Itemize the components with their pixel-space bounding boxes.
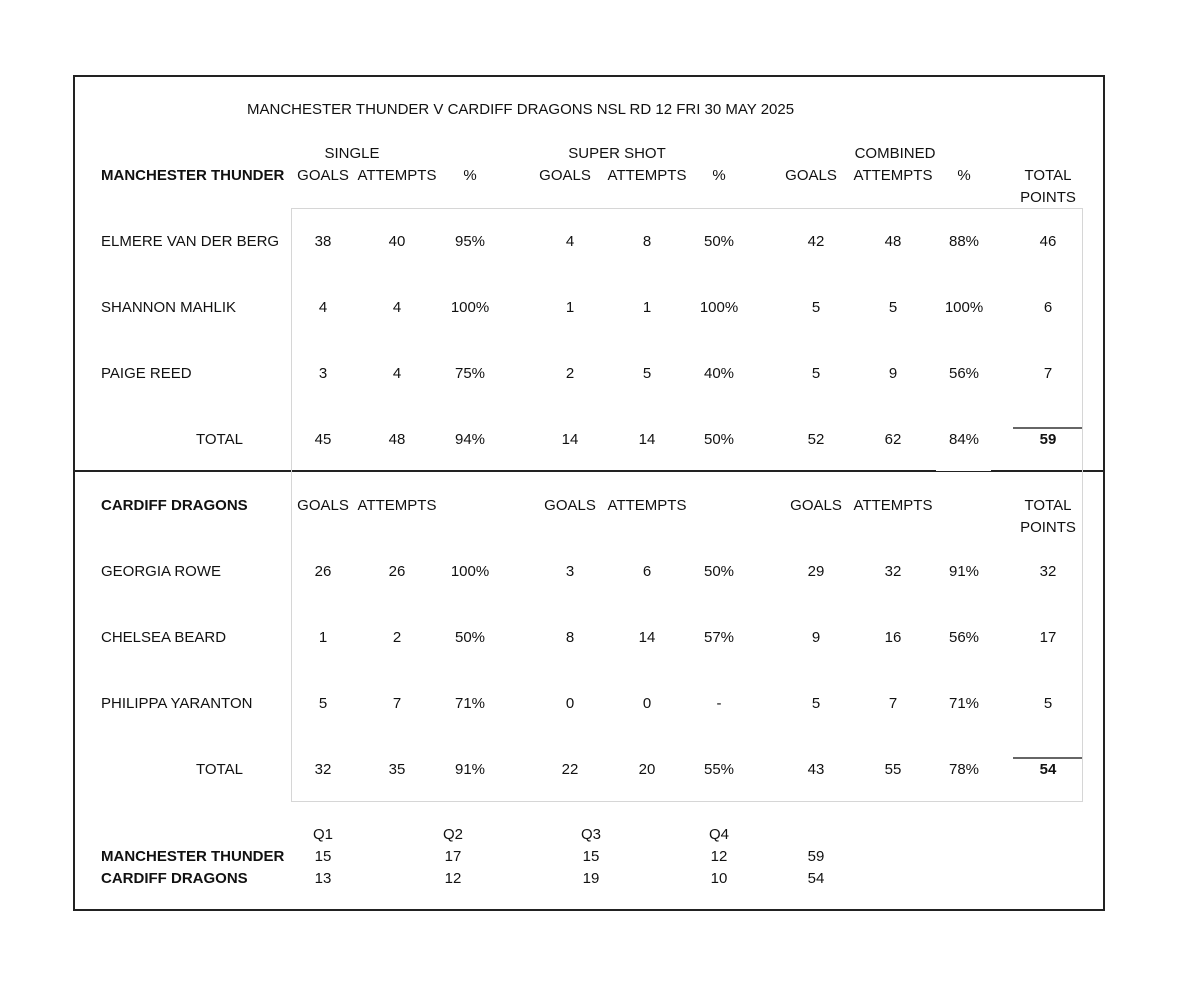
total-cell: 14 (638, 431, 656, 448)
quarter-score: 15 (582, 848, 600, 865)
total-points: 54 (1039, 761, 1057, 778)
player-name: GEORGIA ROWE (101, 563, 222, 580)
stat-cell: 56% (948, 365, 980, 382)
quarter-score: 13 (314, 870, 332, 887)
quarter-score: 10 (710, 870, 728, 887)
quarter-score: 12 (444, 870, 462, 887)
total-label: TOTAL (196, 431, 243, 448)
stat-cell: 16 (884, 629, 902, 646)
stat-cell: 88% (948, 233, 980, 250)
total-cell: 14 (561, 431, 579, 448)
stat-cell: 3 (565, 563, 575, 580)
total-cell: 84% (948, 431, 980, 448)
stat-cell: 4 (318, 299, 328, 316)
col2-super-goals: GOALS (544, 497, 596, 514)
total-cell: 94% (454, 431, 486, 448)
col-points: POINTS (1020, 189, 1076, 206)
team2-name: CARDIFF DRAGONS (101, 497, 248, 514)
stat-cell: 0 (642, 695, 652, 712)
col-super-goals: GOALS (539, 167, 591, 184)
total-cell: 62 (884, 431, 902, 448)
quarter-label: Q1 (312, 826, 334, 843)
stat-cell: 4 (565, 233, 575, 250)
col-single-attempts: ATTEMPTS (357, 167, 437, 184)
stat-cell: 5 (811, 365, 821, 382)
stat-cell: 4 (392, 299, 402, 316)
stat-cell: 50% (703, 233, 735, 250)
stat-cell: 46 (1039, 233, 1057, 250)
stat-cell: 5 (811, 695, 821, 712)
stat-cell: 8 (642, 233, 652, 250)
total-points: 59 (1039, 431, 1057, 448)
team1-total-underline (1013, 427, 1082, 429)
stat-cell: 17 (1039, 629, 1057, 646)
stat-cell: 7 (1043, 365, 1053, 382)
col-combined-pct: % (957, 167, 971, 184)
quarter-team-name: MANCHESTER THUNDER (101, 848, 285, 865)
stat-cell: 2 (565, 365, 575, 382)
quarter-label: Q3 (580, 826, 602, 843)
col2-combined-goals: GOALS (790, 497, 842, 514)
stat-cell: 6 (1043, 299, 1053, 316)
stat-cell: 9 (811, 629, 821, 646)
col-super-attempts: ATTEMPTS (607, 167, 687, 184)
quarter-score: 17 (444, 848, 462, 865)
quarter-score: 15 (314, 848, 332, 865)
total-cell: 55% (703, 761, 735, 778)
total-cell: 20 (638, 761, 656, 778)
grid-gap (936, 462, 991, 471)
player-name: PAIGE REED (101, 365, 192, 382)
header-single: SINGLE (324, 145, 380, 162)
team2-total-underline (1013, 757, 1082, 759)
stat-cell: 56% (948, 629, 980, 646)
player-name: SHANNON MAHLIK (101, 299, 237, 316)
col2-super-attempts: ATTEMPTS (607, 497, 687, 514)
quarter-team-name: CARDIFF DRAGONS (101, 870, 248, 887)
stat-cell: 1 (318, 629, 328, 646)
stat-cell: 91% (948, 563, 980, 580)
stat-cell: 38 (314, 233, 332, 250)
col2-single-attempts: ATTEMPTS (357, 497, 437, 514)
stat-cell: 40 (388, 233, 406, 250)
total-cell: 48 (388, 431, 406, 448)
total-cell: 35 (388, 761, 406, 778)
stat-cell: 71% (454, 695, 486, 712)
total-cell: 43 (807, 761, 825, 778)
quarter-label: Q4 (708, 826, 730, 843)
stat-cell: 14 (638, 629, 656, 646)
stat-cell: 71% (948, 695, 980, 712)
stat-cell: 29 (807, 563, 825, 580)
stat-cell: 57% (703, 629, 735, 646)
header-combined: COMBINED (854, 145, 936, 162)
team1-name: MANCHESTER THUNDER (101, 167, 285, 184)
stat-cell: 5 (811, 299, 821, 316)
col-single-pct: % (463, 167, 477, 184)
total-cell: 78% (948, 761, 980, 778)
stat-cell: 1 (642, 299, 652, 316)
stat-cell: 5 (1043, 695, 1053, 712)
stat-cell: 7 (392, 695, 402, 712)
stat-cell: 50% (454, 629, 486, 646)
stat-cell: 9 (888, 365, 898, 382)
total-cell: 45 (314, 431, 332, 448)
stat-cell: 100% (699, 299, 739, 316)
player-name: PHILIPPA YARANTON (101, 695, 253, 712)
stat-cell: 40% (703, 365, 735, 382)
stat-cell: 2 (392, 629, 402, 646)
header-super-shot: SUPER SHOT (568, 145, 666, 162)
stat-cell: 95% (454, 233, 486, 250)
stat-cell: 100% (944, 299, 984, 316)
page-title: MANCHESTER THUNDER V CARDIFF DRAGONS NSL RD 12 FRI 30 MAY 2025 (247, 101, 795, 118)
col2-total: TOTAL (1024, 497, 1072, 514)
quarter-label: Q2 (442, 826, 464, 843)
col-total: TOTAL (1024, 167, 1072, 184)
total-cell: 52 (807, 431, 825, 448)
stat-cell: 4 (392, 365, 402, 382)
stat-cell: 100% (450, 563, 490, 580)
stat-cell: 48 (884, 233, 902, 250)
stat-cell: 75% (454, 365, 486, 382)
col-combined-goals: GOALS (785, 167, 837, 184)
col-super-pct: % (712, 167, 726, 184)
stat-cell: 42 (807, 233, 825, 250)
quarter-score: 54 (807, 870, 825, 887)
col-single-goals: GOALS (297, 167, 349, 184)
stat-cell: - (716, 695, 722, 712)
stat-cell: 5 (642, 365, 652, 382)
total-cell: 22 (561, 761, 579, 778)
stat-cell: 32 (1039, 563, 1057, 580)
total-cell: 55 (884, 761, 902, 778)
stat-cell: 0 (565, 695, 575, 712)
stat-cell: 6 (642, 563, 652, 580)
col-combined-attempts: ATTEMPTS (853, 167, 933, 184)
total-cell: 50% (703, 431, 735, 448)
quarter-score: 12 (710, 848, 728, 865)
col2-points: POINTS (1020, 519, 1076, 536)
total-label: TOTAL (196, 761, 243, 778)
total-cell: 91% (454, 761, 486, 778)
stat-cell: 26 (388, 563, 406, 580)
col2-single-goals: GOALS (297, 497, 349, 514)
quarter-score: 19 (582, 870, 600, 887)
stat-cell: 50% (703, 563, 735, 580)
player-name: CHELSEA BEARD (101, 629, 227, 646)
stat-cell: 26 (314, 563, 332, 580)
col2-combined-attempts: ATTEMPTS (853, 497, 933, 514)
stat-cell: 8 (565, 629, 575, 646)
stat-cell: 7 (888, 695, 898, 712)
stat-cell: 100% (450, 299, 490, 316)
total-cell: 32 (314, 761, 332, 778)
stat-cell: 1 (565, 299, 575, 316)
player-name: ELMERE VAN DER BERG (101, 233, 280, 250)
quarter-score: 59 (807, 848, 825, 865)
stat-cell: 5 (318, 695, 328, 712)
stat-cell: 3 (318, 365, 328, 382)
stat-cell: 32 (884, 563, 902, 580)
stat-cell: 5 (888, 299, 898, 316)
